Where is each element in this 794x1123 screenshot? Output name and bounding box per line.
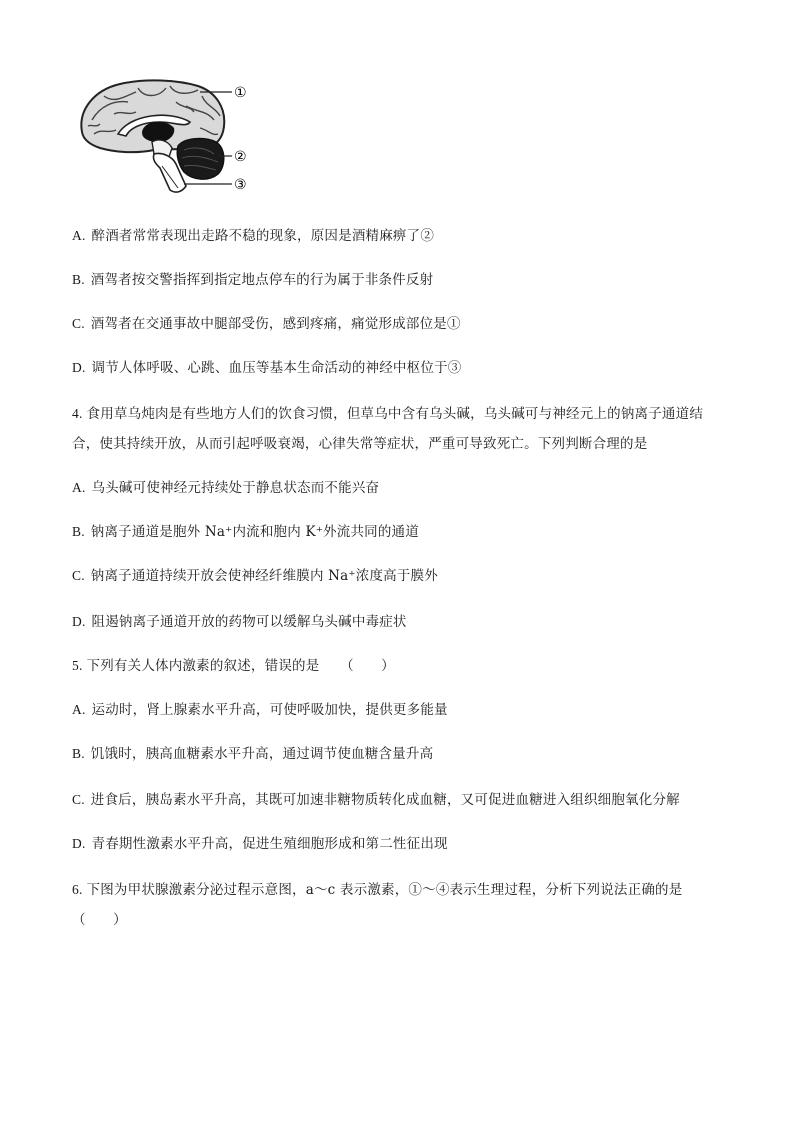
q5-stem	[72, 656, 395, 676]
q6-stem-line-2	[72, 910, 127, 930]
q5-option-b	[72, 744, 433, 764]
brain-sagittal-illustration	[74, 76, 264, 198]
question-stem-continued: 合，使其持续开放，从而引起呼吸衰竭，心律失常等症状，严重可导致死亡。下列判断合理的是	[72, 436, 648, 452]
q4-option-a	[72, 478, 379, 498]
question-stem: 食用草乌炖肉是有些地方人们的饮食习惯，但草乌中含有乌头碱，乌头碱可与神经元上的钠离子通道结	[86, 406, 704, 422]
q3-option-d	[72, 358, 461, 378]
brain-diagram	[74, 76, 264, 198]
option-letter: D.	[72, 836, 86, 851]
option-text: 酒驾者按交警指挥到指定地点停车的行为属于非条件反射	[90, 272, 434, 288]
option-text: 饥饿时，胰高血糖素水平升高，通过调节使血糖含量升高	[90, 746, 434, 762]
q4-stem-line-2	[72, 434, 647, 454]
q3-option-c	[72, 314, 461, 334]
q4-option-b	[72, 522, 419, 542]
q5-option-d	[72, 834, 448, 854]
q3-option-b	[72, 270, 433, 290]
q3-option-a	[72, 226, 434, 246]
q4-stem-line-1	[72, 404, 703, 424]
option-letter: A.	[72, 480, 86, 495]
question-stem: 下列有关人体内激素的叙述，错误的是 （ ）	[86, 658, 395, 674]
option-letter: C.	[72, 568, 85, 583]
q5-option-a	[72, 700, 448, 720]
option-text: 调节人体呼吸、心跳、血压等基本生命活动的神经中枢位于③	[91, 360, 462, 376]
option-text: 青春期性激素水平升高，促进生殖细胞形成和第二性征出现	[91, 836, 448, 852]
option-letter: D.	[72, 360, 86, 375]
option-letter: C.	[72, 316, 85, 331]
option-text: 醉酒者常常表现出走路不稳的现象，原因是酒精麻痹了②	[91, 228, 435, 244]
q4-option-c	[72, 566, 438, 586]
option-letter: C.	[72, 792, 85, 807]
option-text: 钠离子通道是胞外 Na⁺内流和胞内 K⁺外流共同的通道	[90, 524, 419, 540]
question-stem: 下图为甲状腺激素分泌过程示意图，a～c 表示激素，①～④表示生理过程，分析下列说法正确的是	[86, 882, 683, 898]
label-1: ①	[234, 85, 247, 101]
label-2: ②	[234, 149, 247, 165]
option-text: 乌头碱可使神经元持续处于静息状态而不能兴奋	[91, 480, 380, 496]
question-stem-continued: （ ）	[72, 912, 127, 928]
q6-stem-line-1	[72, 880, 682, 900]
question-number: 4.	[72, 406, 83, 421]
question-number: 6.	[72, 882, 83, 897]
option-text: 酒驾者在交通事故中腿部受伤，感到疼痛，痛觉形成部位是①	[90, 316, 461, 332]
option-letter: A.	[72, 702, 86, 717]
option-text: 运动时，肾上腺素水平升高，可使呼吸加快，提供更多能量	[91, 702, 448, 718]
option-letter: B.	[72, 524, 85, 539]
label-3: ③	[234, 177, 247, 193]
option-letter: B.	[72, 272, 85, 287]
question-number: 5.	[72, 658, 83, 673]
option-text: 钠离子通道持续开放会使神经纤维膜内 Na⁺浓度高于膜外	[90, 568, 438, 584]
option-text: 阻遏钠离子通道开放的药物可以缓解乌头碱中毒症状	[91, 614, 407, 630]
option-text: 进食后，胰岛素水平升高，其既可加速非糖物质转化成血糖，又可促进血糖进入组织细胞氧化分解	[90, 792, 680, 808]
option-letter: D.	[72, 614, 86, 629]
option-letter: A.	[72, 228, 86, 243]
option-letter: B.	[72, 746, 85, 761]
q5-option-c	[72, 790, 680, 810]
q4-option-d	[72, 612, 407, 632]
